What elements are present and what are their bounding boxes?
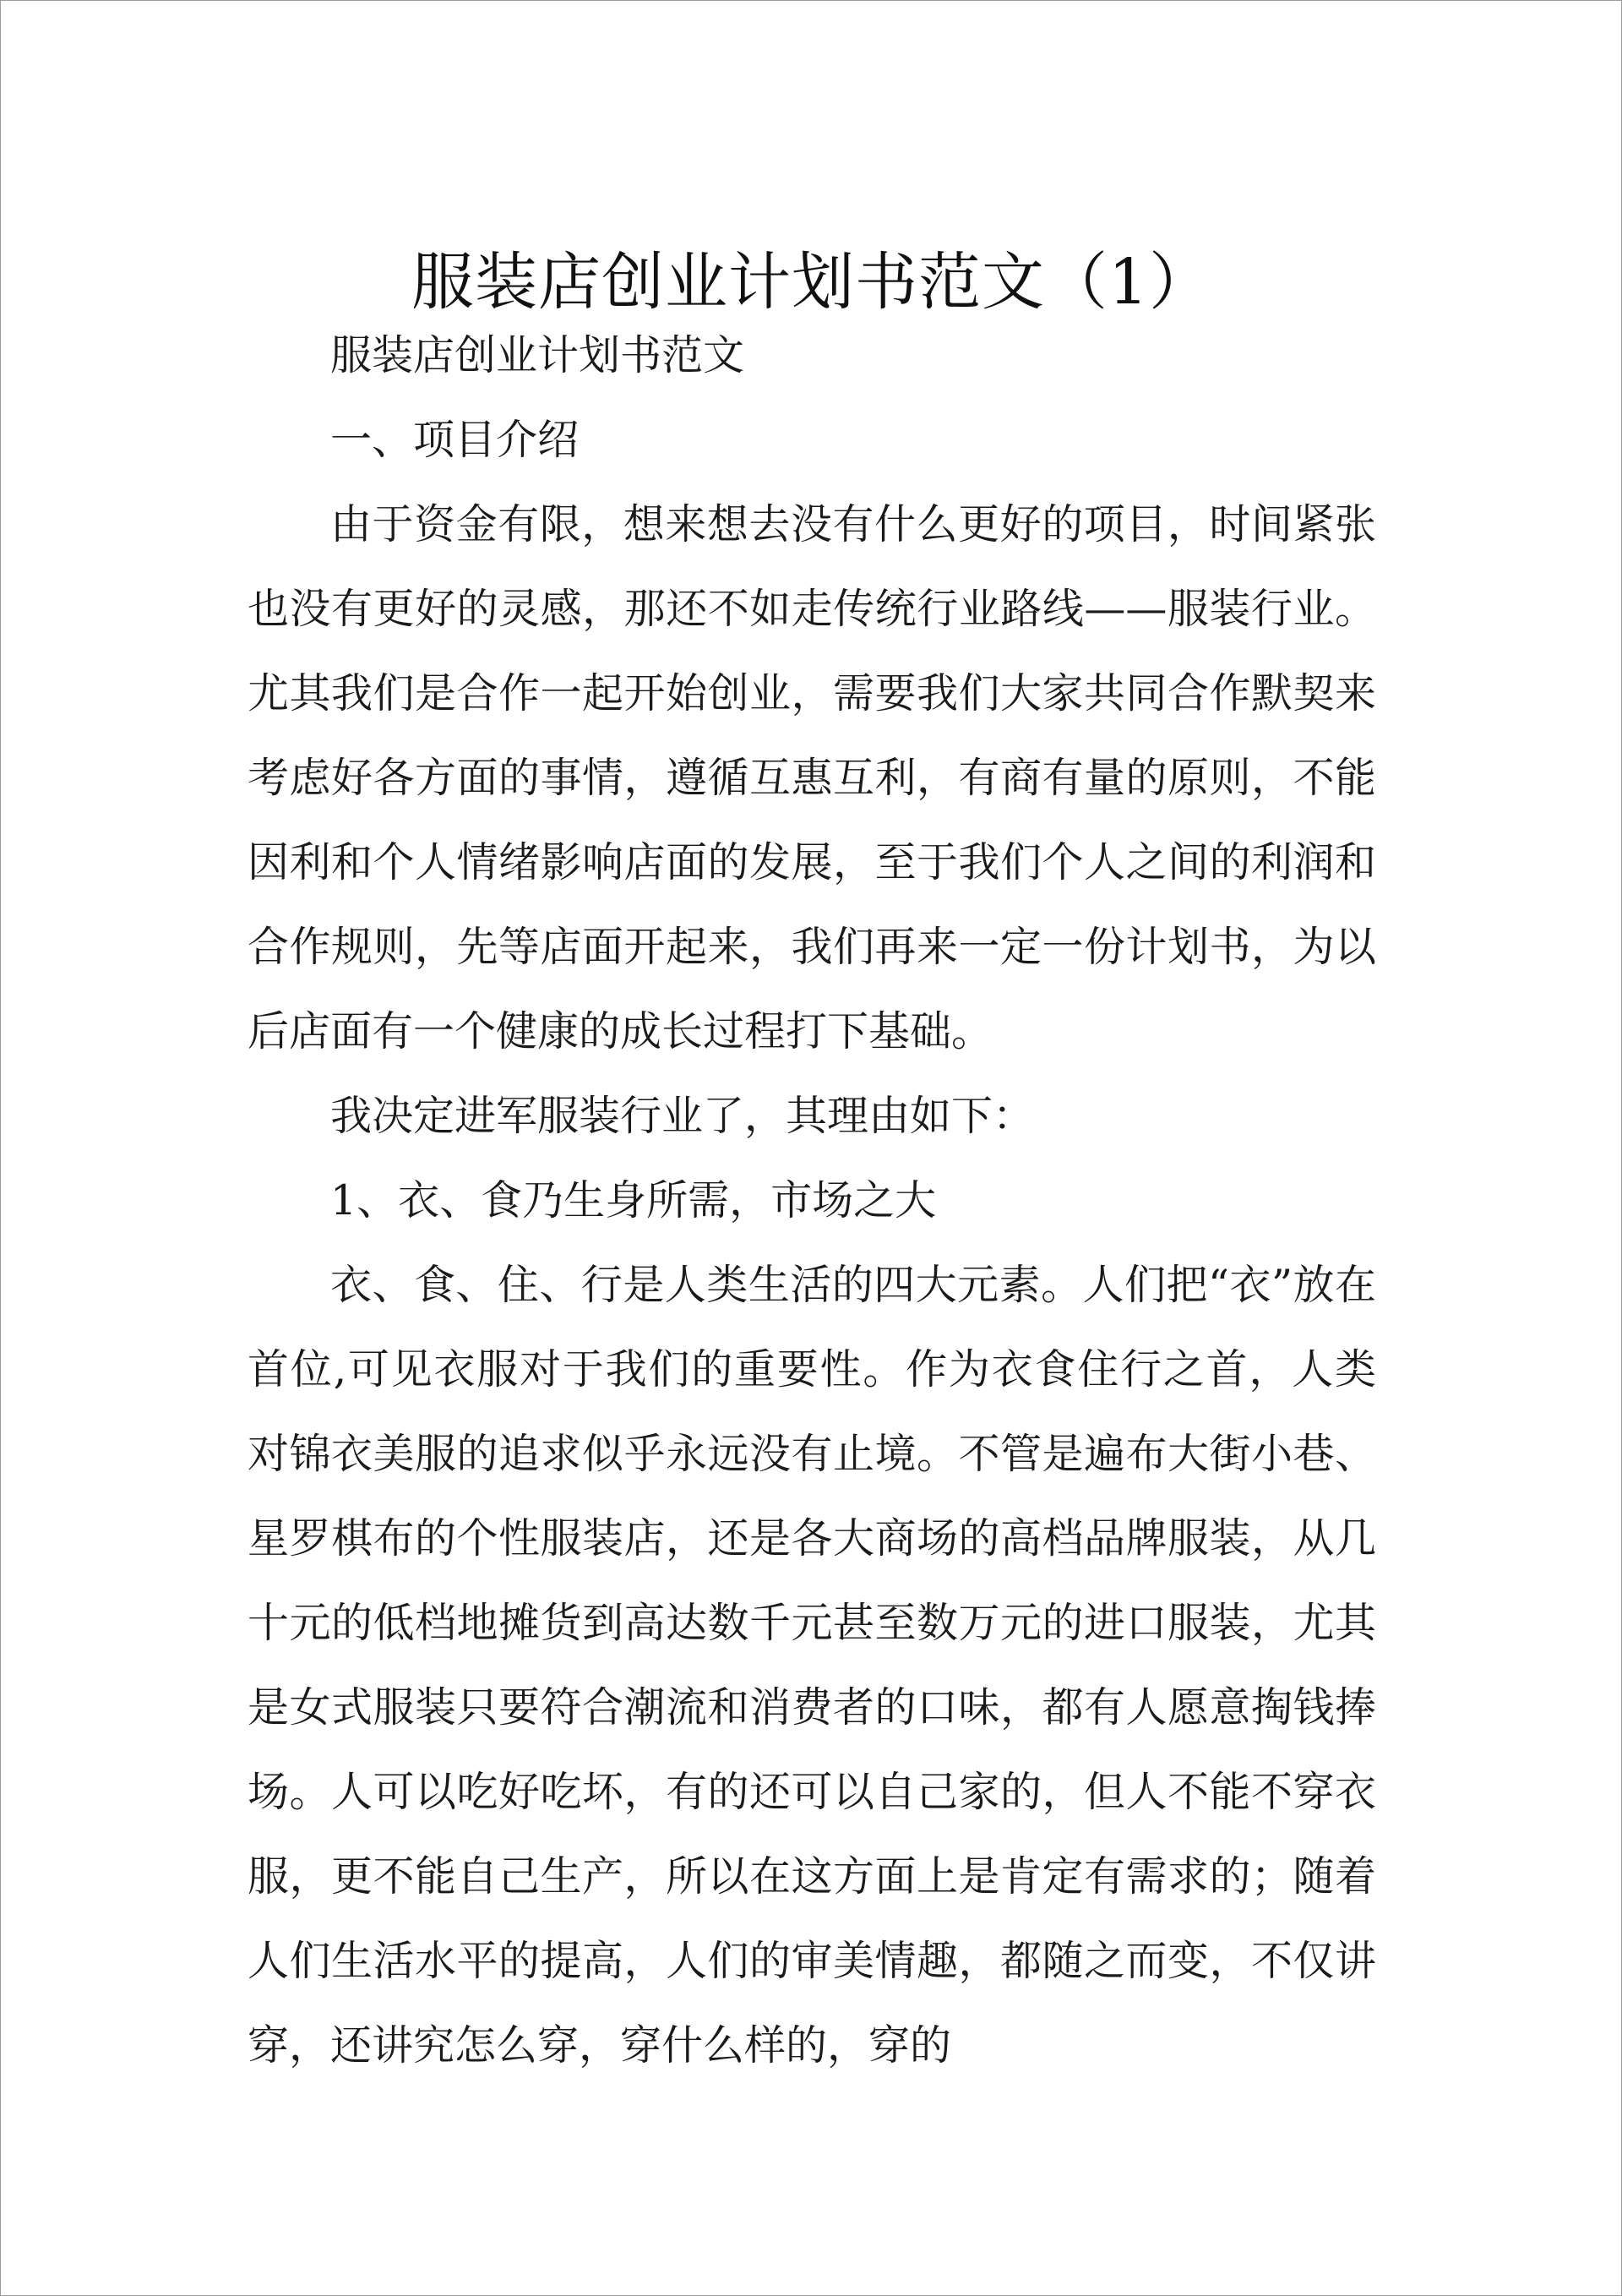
document-body (248, 314, 1376, 2088)
document-title: 服装店创业计划书范文（1） (411, 245, 1213, 319)
paragraph-subtitle: 服装店创业计划书范文 (330, 331, 745, 379)
paragraph-intro: 由于资金有限，想来想去没有什么更好的项目，时间紧张也没有更好的灵感，那还不如走传统行业路线——服装行业。尤其我们是合作一起开始创业，需要我们大家共同合作默契来考虑好各方面的事情，遵循互惠互利，有商有量的原则，不能因利和个人情绪影响店面的发展，至于我们个人之间的利润和合作规则，先等店面开起来，我们再来一定一份计划书，为以后店面有一个健康的成长过程打下基础。 (248, 500, 1376, 1055)
paragraph-reasons-lead: 我决定进军服装行业了，其理由如下： (330, 1092, 1035, 1140)
paragraph-reason-1-heading: 1、衣、食乃生身所需，市场之大 (330, 1176, 937, 1224)
paragraph-section-heading: 一、项目介绍 (330, 416, 580, 464)
paragraph-reason-1-body: 衣、食、住、行是人类生活的四大元素。人们把“衣”放在首位,可见衣服对于我们的重要性。作为衣食住行之首，人类对锦衣美服的追求似乎永远没有止境。不管是遍布大街小巷、星罗棋布的个性服装店，还是各大商场的高档品牌服装，从几十元的低档地摊货到高达数千元甚至数万元的进口服装，尤其是女式服装只要符合潮流和消费者的口味，都有人愿意掏钱捧场。人可以吃好吃坏，有的还可以自己家的，但人不能不穿衣服，更不能自己生产，所以在这方面上是肯定有需求的；随着人们生活水平的提高，人们的审美情趣，都随之而变，不仅讲穿，还讲究怎么穿，穿什么样的，穿的 (248, 1261, 1376, 2070)
